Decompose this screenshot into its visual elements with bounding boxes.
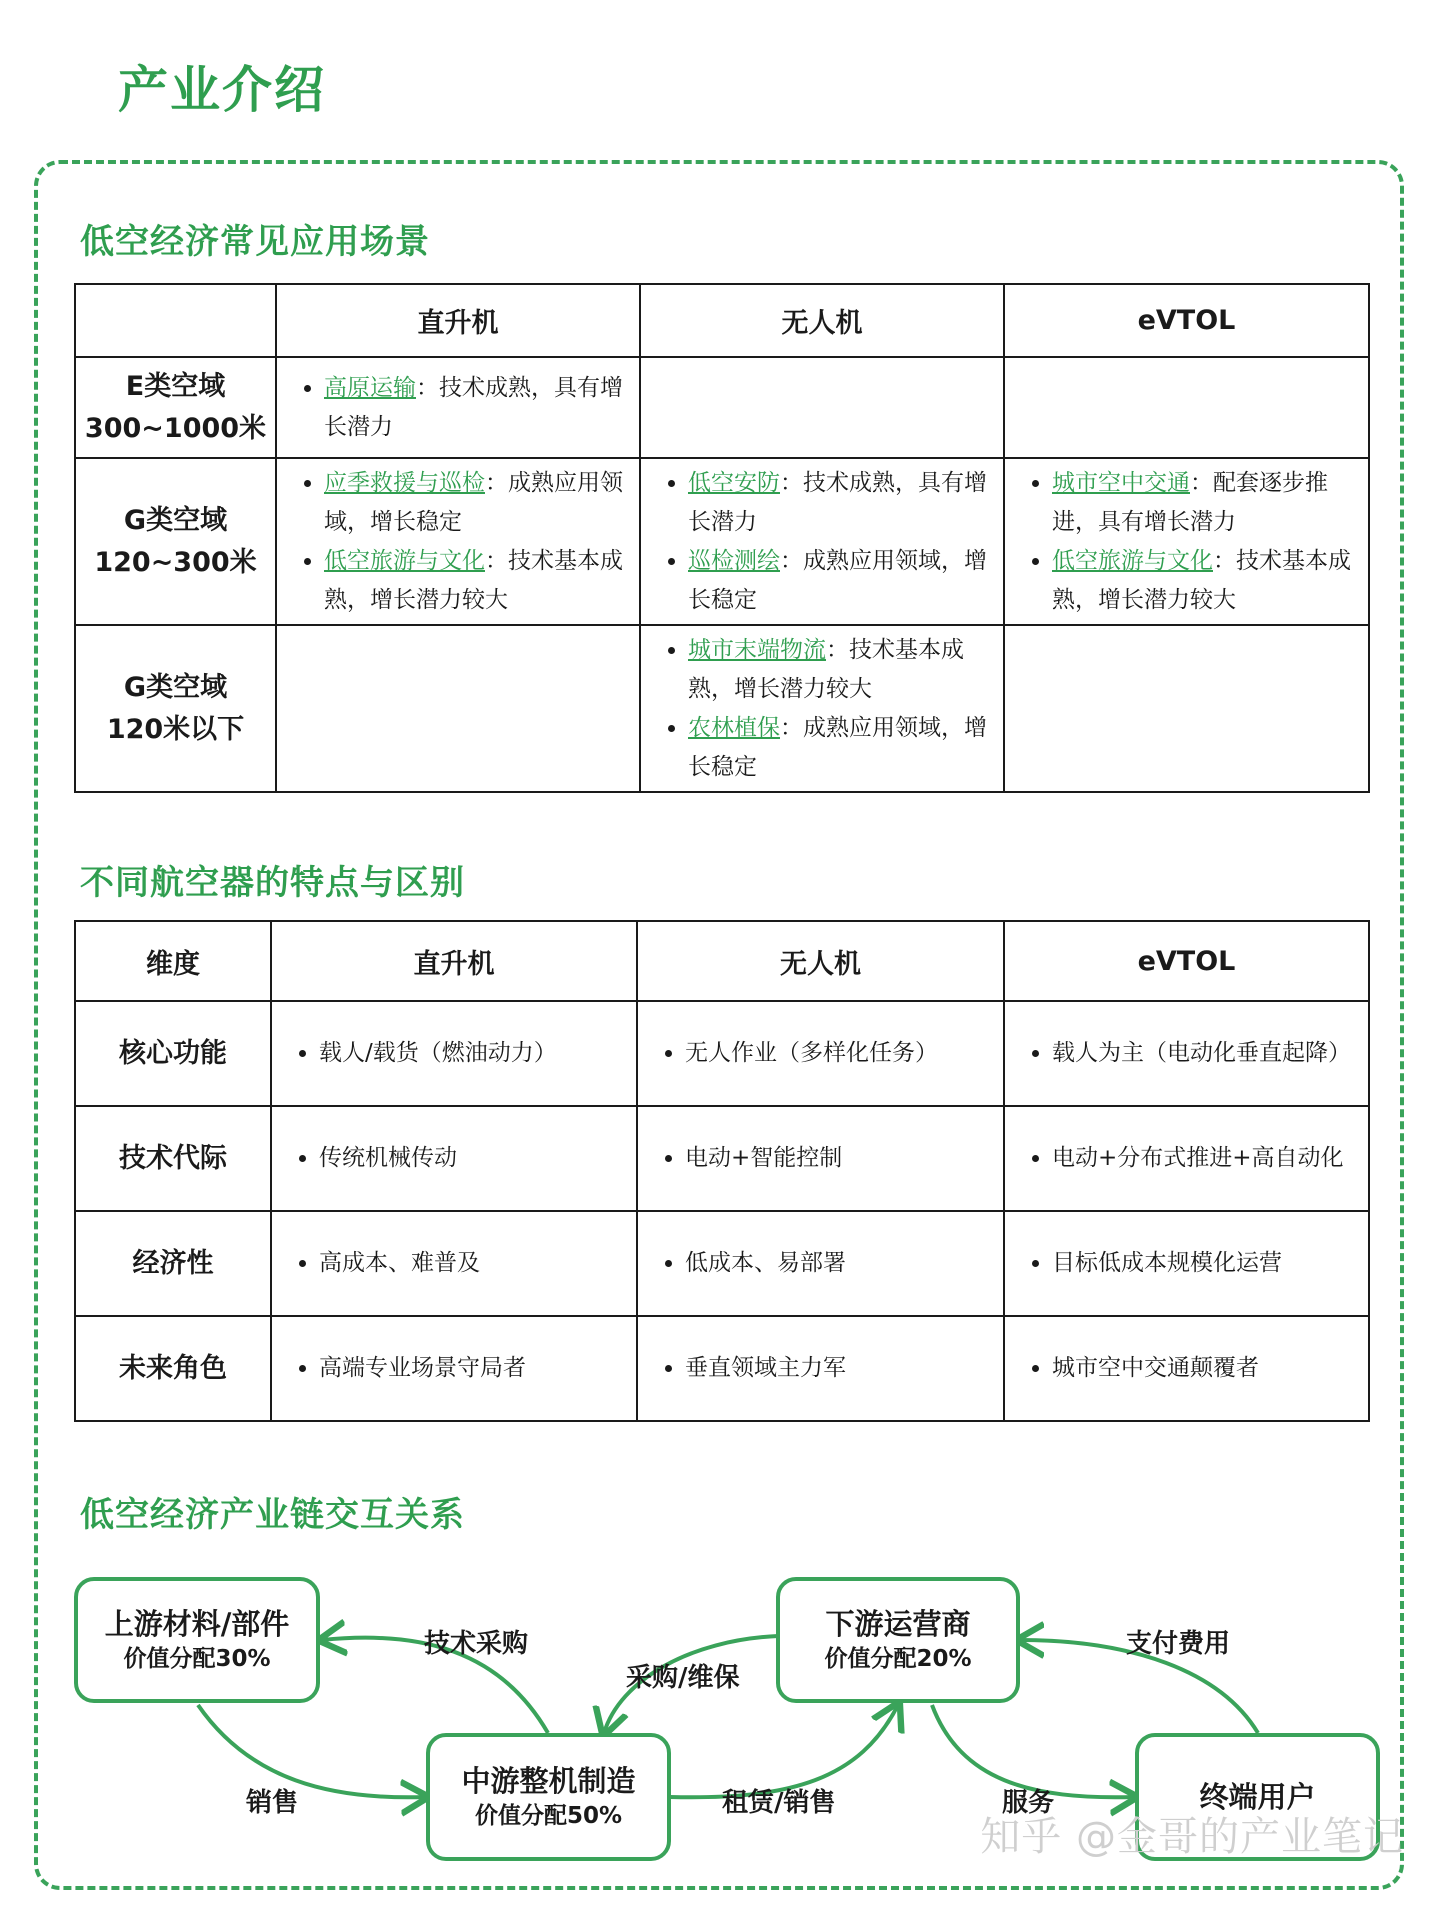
node-value-share: 价值分配20% (824, 1646, 972, 1672)
scenario-link[interactable]: 低空旅游与文化 (324, 547, 485, 574)
list-item: • 载人/载货（燃油动力） (319, 1034, 631, 1073)
edge-label-tech-purchase: 技术采购 (424, 1629, 529, 1659)
node-title: 中游整机制造 (461, 1764, 636, 1798)
row-header: 技术代际 (75, 1106, 271, 1211)
header-cell-dimension: 维度 (75, 921, 271, 1001)
airspace-class: E类空域 (125, 370, 226, 402)
row-header: 未来角色 (75, 1316, 271, 1421)
node-downstream (776, 1577, 1020, 1703)
altitude-range: 120米以下 (106, 713, 245, 745)
section-title-industry-chain: 低空经济产业链交互关系 (80, 1495, 465, 1535)
list-item: • 垂直领域主力军 (685, 1349, 998, 1388)
header-cell-helicopter: 直升机 (276, 284, 640, 357)
airspace-class: G类空域 (123, 504, 228, 536)
list-item: • 载人为主（电动化垂直起降） (1052, 1034, 1363, 1073)
node-title: 终端用户 (1199, 1780, 1316, 1814)
node-upstream (74, 1577, 320, 1703)
altitude-range: 120~300米 (94, 546, 257, 578)
scenario-description: ：成熟应用领域，增长稳定 (688, 714, 987, 780)
header-cell-evtol: eVTOL (1004, 921, 1369, 1001)
scenario-description: ：技术基本成熟，增长潜力较大 (688, 636, 964, 702)
edge-label-service: 服务 (1002, 1788, 1055, 1818)
scenario-description: ：技术基本成熟，增长潜力较大 (324, 547, 623, 613)
watermark: 知乎 @金哥的产业笔记 (980, 1814, 1404, 1860)
header-cell-drone: 无人机 (640, 284, 1004, 357)
list-item: • 目标低成本规模化运营 (1052, 1244, 1363, 1283)
node-title: 下游运营商 (825, 1607, 971, 1641)
scenario-link[interactable]: 高原运输 (324, 374, 416, 401)
section-title-aircraft-comparison: 不同航空器的特点与区别 (80, 863, 465, 903)
scenario-description: ：成熟应用领域，增长稳定 (324, 469, 623, 535)
section-title-scenarios: 低空经济常见应用场景 (80, 222, 430, 262)
header-cell-helicopter: 直升机 (271, 921, 637, 1001)
list-item: • 传统机械传动 (319, 1139, 631, 1178)
scenario-link[interactable]: 低空旅游与文化 (1052, 547, 1213, 574)
airspace-class: G类空域 (123, 671, 228, 703)
scenario-description: ：成熟应用领域，增长稳定 (688, 547, 987, 613)
list-item: • 高端专业场景守局者 (319, 1349, 631, 1388)
scenario-link[interactable]: 低空安防 (688, 469, 780, 496)
scenario-link[interactable]: 城市末端物流 (688, 636, 826, 663)
scenario-link[interactable]: 巡检测绘 (688, 547, 780, 574)
node-value-share: 价值分配50% (474, 1803, 623, 1829)
page-title: 产业介绍 (118, 61, 326, 119)
edge-label-pay: 支付费用 (1126, 1629, 1231, 1659)
list-item: • 电动+分布式推进+高自动化 (1052, 1139, 1363, 1178)
scenario-description: ：技术成熟，具有增长潜力 (688, 469, 987, 535)
list-item: • 电动+智能控制 (685, 1139, 998, 1178)
altitude-range: 300~1000米 (84, 412, 267, 444)
row-header: 经济性 (75, 1211, 271, 1316)
scenario-description: ：技术基本成熟，增长潜力较大 (1052, 547, 1351, 613)
node-title: 上游材料/部件 (104, 1607, 290, 1641)
list-item: • 无人作业（多样化任务） (685, 1034, 998, 1073)
scenario-link[interactable]: 农林植保 (688, 714, 780, 741)
edge-label-purchase-maint: 采购/维保 (626, 1663, 740, 1693)
list-item: • 城市空中交通颠覆者 (1052, 1349, 1363, 1388)
scenario-link[interactable]: 城市空中交通 (1052, 469, 1190, 496)
edge-label-lease-sales: 租赁/销售 (722, 1788, 836, 1818)
arrow-sales (198, 1705, 425, 1797)
node-value-share: 价值分配30% (123, 1646, 271, 1672)
list-item: • 高成本、难普及 (319, 1244, 631, 1283)
header-cell-evtol: eVTOL (1004, 284, 1369, 357)
edge-label-sales: 销售 (246, 1788, 299, 1818)
scenario-link[interactable]: 应季救援与巡检 (324, 469, 485, 496)
list-item: • 低成本、易部署 (685, 1244, 998, 1283)
header-cell-drone: 无人机 (637, 921, 1004, 1001)
scenario-description: ：配套逐步推进，具有增长潜力 (1052, 469, 1328, 535)
row-header: 核心功能 (75, 1001, 271, 1106)
node-midstream (426, 1733, 671, 1861)
scenario-description: ：技术成熟，具有增长潜力 (324, 374, 623, 440)
